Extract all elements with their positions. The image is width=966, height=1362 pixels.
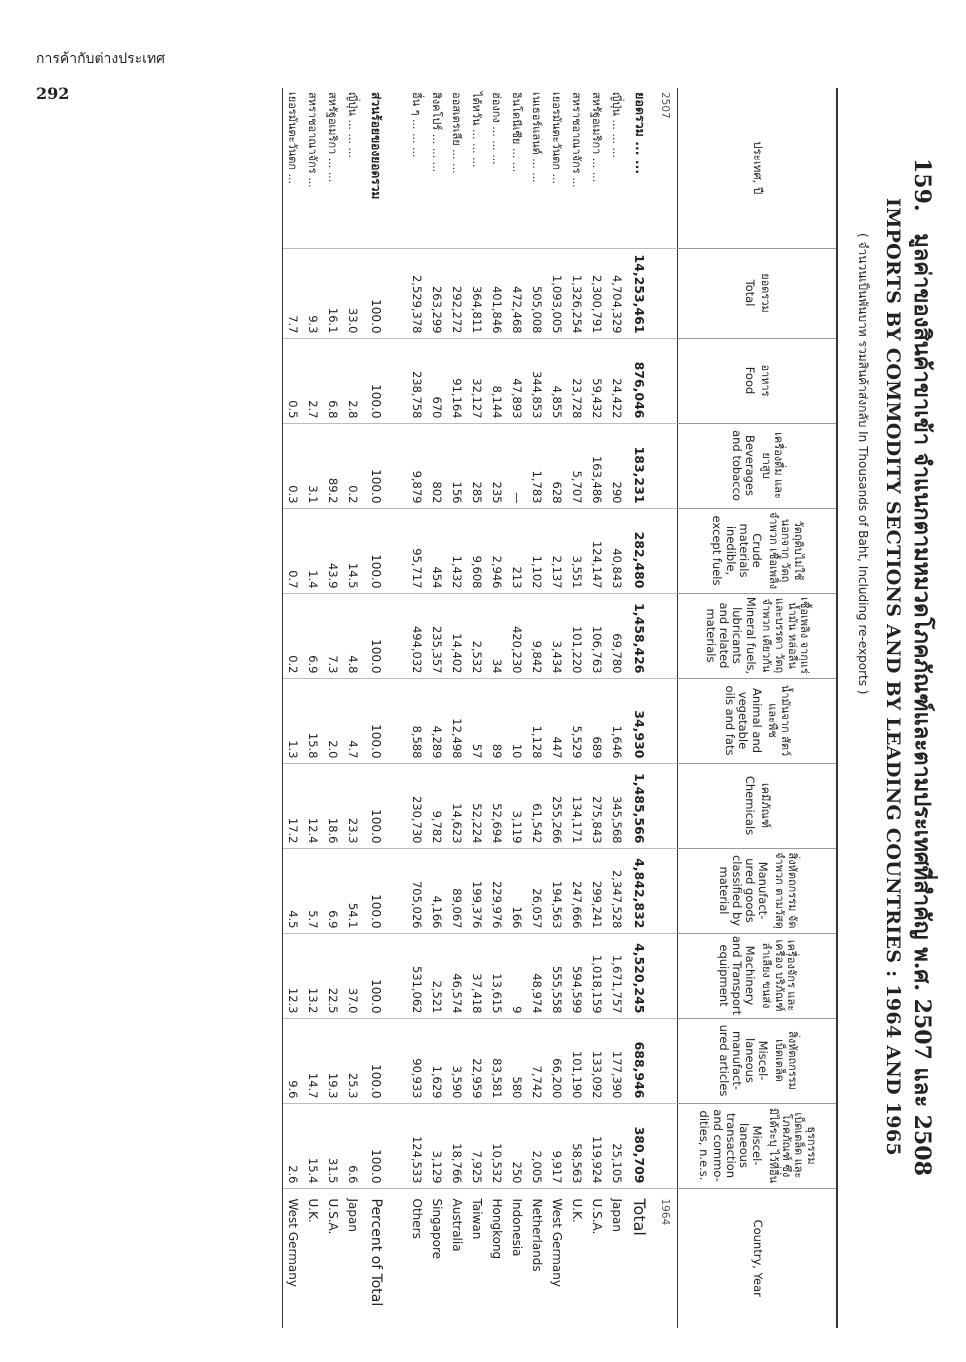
- cell-value: 17.2: [283, 763, 304, 848]
- cell-value: 37.0: [343, 933, 363, 1018]
- cell-value: 52,694: [487, 763, 507, 848]
- cell-value: 689: [587, 678, 607, 763]
- cell-value: [653, 248, 678, 338]
- cell-value: 100.0: [363, 423, 395, 508]
- row-label-english: U.S.A.: [323, 1188, 343, 1328]
- cell-value: 213: [507, 508, 527, 593]
- cell-value: 90,933: [407, 1018, 427, 1103]
- row-label-english: Percent of Total: [363, 1188, 395, 1328]
- cell-value: 100.0: [363, 848, 395, 933]
- cell-value: 100.0: [363, 593, 395, 678]
- cell-value: 43.9: [323, 508, 343, 593]
- row-label-thai: ยอดรวม ... ...: [633, 92, 648, 175]
- cell-value: 4,289: [427, 678, 447, 763]
- cell-value: 4,166: [427, 848, 447, 933]
- cell-value: 12,498: [447, 678, 467, 763]
- row-label-english: U.K.: [567, 1188, 587, 1328]
- cell-value: 1,629: [427, 1018, 447, 1103]
- year-row: [653, 88, 678, 1328]
- cell-value: 5,707: [567, 423, 587, 508]
- page-number: 292: [36, 84, 70, 103]
- row-label-english: Australia: [447, 1188, 467, 1328]
- col-fuels: เชื้อเพลิง จากแร่ น้ำมัน หล่อลื่น และบรรดา วัตถุจำพวก เดียวกัน Mineral fuels, lubricants and related materials: [678, 593, 838, 678]
- cell-value: 344,853: [527, 338, 547, 423]
- cell-value: 235: [487, 423, 507, 508]
- cell-value: —: [507, 423, 527, 508]
- cell-value: [653, 423, 678, 508]
- cell-value: 1,432: [447, 508, 467, 593]
- cell-value: 401,846: [487, 248, 507, 338]
- cell-value: 2,946: [487, 508, 507, 593]
- cell-value: [653, 1103, 678, 1188]
- cell-value: 247,666: [567, 848, 587, 933]
- cell-value: 3,129: [427, 1103, 447, 1188]
- cell-value: 2,347,528: [607, 848, 627, 933]
- cell-value: 2.6: [283, 1103, 304, 1188]
- cell-value: 69,780: [607, 593, 627, 678]
- cell-value: 1,485,566: [627, 763, 653, 848]
- cell-value: 292,272: [447, 248, 467, 338]
- rotated-table-sheet: [188, 88, 948, 1328]
- col-manufactured: สิ่งหัตถกรรม จัดจำพวก ตามวัสดุ Manufact-ured goods classified by material: [678, 848, 838, 933]
- row-label-thai: สหรัฐอเมริกา ... ...: [326, 92, 339, 183]
- cell-value: 25,105: [607, 1103, 627, 1188]
- cell-value: 10: [507, 678, 527, 763]
- row-label-thai: เนเธอร์แลนด์ ... ...: [530, 92, 543, 183]
- cell-value: 58,563: [567, 1103, 587, 1188]
- row-label-thai: 2507: [659, 92, 671, 119]
- cell-value: 6.9: [303, 593, 323, 678]
- header-row: [678, 88, 838, 1328]
- unit-note: ( จำนวนเป็นพันบาท รวมสินค้าส่งกลับ In Thousands of Baht, Including re-exports ): [856, 233, 870, 695]
- cell-value: 156: [447, 423, 467, 508]
- cell-value: 14,253,461: [627, 248, 653, 338]
- cell-value: 1,783: [527, 423, 547, 508]
- table-body: [283, 88, 678, 1328]
- cell-value: 89.2: [323, 423, 343, 508]
- cell-value: 505,008: [527, 248, 547, 338]
- spacer-row: [395, 88, 407, 1328]
- cell-value: 15.4: [303, 1103, 323, 1188]
- cell-value: 47,893: [507, 338, 527, 423]
- table-row: [427, 88, 447, 1328]
- cell-value: 6.6: [343, 1103, 363, 1188]
- row-label-english: Others: [407, 1188, 427, 1328]
- cell-value: [653, 763, 678, 848]
- cell-value: 31.5: [323, 1103, 343, 1188]
- cell-value: 14,623: [447, 763, 467, 848]
- cell-value: 7.3: [323, 593, 343, 678]
- row-label-english: Singapore: [427, 1188, 447, 1328]
- row-label-english: Netherlands: [527, 1188, 547, 1328]
- table-row: [447, 88, 467, 1328]
- row-label-english: Japan: [607, 1188, 627, 1328]
- cell-value: 61,542: [527, 763, 547, 848]
- cell-value: 12.3: [283, 933, 304, 1018]
- cell-value: 37,418: [467, 933, 487, 1018]
- cell-value: 1,326,254: [567, 248, 587, 338]
- cell-value: 531,062: [407, 933, 427, 1018]
- cell-value: 23.3: [343, 763, 363, 848]
- col-machinery: เครื่องจักร และเครื่อง บริภัณฑ์ ลำเลียง ขนส่ง Machinery and Transport equipment: [678, 933, 838, 1018]
- cell-value: 263,299: [427, 248, 447, 338]
- cell-value: 177,390: [607, 1018, 627, 1103]
- cell-value: [653, 593, 678, 678]
- cell-value: 134,171: [567, 763, 587, 848]
- cell-value: 255,266: [547, 763, 567, 848]
- cell-value: 100.0: [363, 763, 395, 848]
- cell-value: [653, 1018, 678, 1103]
- cell-value: 0.2: [343, 423, 363, 508]
- row-label-english: West Germany: [283, 1188, 304, 1328]
- row-label-thai: เยอรมันตะวันตก ...: [283, 88, 304, 248]
- cell-value: 106,763: [587, 593, 607, 678]
- row-label-english: U.S.A.: [587, 1188, 607, 1328]
- cell-value: 46,574: [447, 933, 467, 1018]
- row-label-thai: เยอรมันตะวันตก ...: [550, 92, 563, 185]
- table-row: [567, 88, 587, 1328]
- cell-value: 14.5: [343, 508, 363, 593]
- cell-value: 4.5: [283, 848, 304, 933]
- cell-value: 2,521: [427, 933, 447, 1018]
- cell-value: 628: [547, 423, 567, 508]
- cell-value: 1.4: [303, 508, 323, 593]
- cell-value: 9,842: [527, 593, 547, 678]
- percent-row: [303, 88, 323, 1328]
- row-label-thai: ฮ่องกง ... ... ...: [490, 92, 503, 165]
- cell-value: 34,930: [627, 678, 653, 763]
- cell-value: 183,231: [627, 423, 653, 508]
- table-row: [587, 88, 607, 1328]
- cell-value: 0.5: [283, 338, 304, 423]
- cell-value: 580: [507, 1018, 527, 1103]
- cell-value: 299,241: [587, 848, 607, 933]
- cell-value: 13.2: [303, 933, 323, 1018]
- cell-value: 101,220: [567, 593, 587, 678]
- cell-value: 1,102: [527, 508, 547, 593]
- cell-value: 10,532: [487, 1103, 507, 1188]
- cell-value: 25.3: [343, 1018, 363, 1103]
- table-number: 159.: [909, 158, 935, 212]
- cell-value: 59,432: [587, 338, 607, 423]
- percent-row: [323, 88, 343, 1328]
- cell-value: 19.3: [323, 1018, 343, 1103]
- table-row: [527, 88, 547, 1328]
- cell-value: 23,728: [567, 338, 587, 423]
- cell-value: 3,434: [547, 593, 567, 678]
- cell-value: 5,529: [567, 678, 587, 763]
- cell-value: 282,480: [627, 508, 653, 593]
- cell-value: 33.0: [343, 248, 363, 338]
- cell-value: 40,843: [607, 508, 627, 593]
- table-row: [407, 88, 427, 1328]
- col-misc-articles: สิ่งหัตถกรรม เบ็ดเตล็ด Miscel-laneous manufact-ured articles: [678, 1018, 838, 1103]
- title-thai-text: มูลค่าของสินค้าขาเข้า จำแนกตามหมวดโภคภัณฑ์และตามประเทศที่สำคัญ พ.ศ. 2507 และ 2508: [909, 233, 935, 1176]
- cell-value: 6.8: [323, 338, 343, 423]
- row-label-thai: ไต้หวัน ... ... ...: [470, 92, 483, 168]
- cell-value: 133,092: [587, 1018, 607, 1103]
- cell-value: 4.8: [343, 593, 363, 678]
- cell-value: 14,402: [447, 593, 467, 678]
- cell-value: 9.6: [283, 1018, 304, 1103]
- cell-value: 95,717: [407, 508, 427, 593]
- col-oils: น้ำมันจาก สัตว์และพืช Animal and vegetable oils and fats: [678, 678, 838, 763]
- cell-value: 4,842,832: [627, 848, 653, 933]
- cell-value: 18.6: [323, 763, 343, 848]
- table-row: [547, 88, 567, 1328]
- cell-value: 1,671,757: [607, 933, 627, 1018]
- cell-value: 166: [507, 848, 527, 933]
- cell-value: 4,520,245: [627, 933, 653, 1018]
- cell-value: 119,924: [587, 1103, 607, 1188]
- cell-value: 447: [547, 678, 567, 763]
- cell-value: 594,599: [567, 933, 587, 1018]
- col-beverages: เครื่องดื่ม และยาสูบ Beverages and tobacco: [678, 423, 838, 508]
- cell-value: 670: [427, 338, 447, 423]
- row-label-thai: สิงคโปร์ ... ... ...: [430, 92, 443, 173]
- cell-value: 7.7: [283, 248, 304, 338]
- cell-value: 16.1: [323, 248, 343, 338]
- row-label-thai: ญี่ปุ่น ... ... ...: [610, 92, 623, 158]
- cell-value: 15.8: [303, 678, 323, 763]
- row-label-thai: ญี่ปุ่น ... ... ...: [346, 92, 359, 158]
- cell-value: 57: [467, 678, 487, 763]
- cell-value: 3.1: [303, 423, 323, 508]
- cell-value: 100.0: [363, 248, 395, 338]
- cell-value: 9,917: [547, 1103, 567, 1188]
- cell-value: 2,005: [527, 1103, 547, 1188]
- cell-value: 380,709: [627, 1103, 653, 1188]
- cell-value: 238,758: [407, 338, 427, 423]
- col-food: อาหาร Food: [678, 338, 838, 423]
- row-label-english: Indonesia: [507, 1188, 527, 1328]
- col-crude: วัตถุดิบไม่ใช้ นอกจาก วัตถุจำพวก เชื้อเพลิง Crude materials inedible, except fuels: [678, 508, 838, 593]
- cell-value: 194,563: [547, 848, 567, 933]
- cell-value: 250: [507, 1103, 527, 1188]
- cell-value: 0.2: [283, 593, 304, 678]
- cell-value: 9,879: [407, 423, 427, 508]
- cell-value: 124,147: [587, 508, 607, 593]
- total-row: [627, 88, 653, 1328]
- cell-value: 32,127: [467, 338, 487, 423]
- row-label-english: Taiwan: [467, 1188, 487, 1328]
- cell-value: 8,144: [487, 338, 507, 423]
- cell-value: 2,300,791: [587, 248, 607, 338]
- cell-value: 89,067: [447, 848, 467, 933]
- cell-value: 18,766: [447, 1103, 467, 1188]
- cell-value: 4.7: [343, 678, 363, 763]
- percent-row: [283, 88, 304, 1328]
- cell-value: 54.1: [343, 848, 363, 933]
- cell-value: 3,551: [567, 508, 587, 593]
- cell-value: 876,046: [627, 338, 653, 423]
- cell-value: 9,608: [467, 508, 487, 593]
- row-label-thai: ออสเตรเลีย ... ...: [450, 92, 463, 174]
- row-label-thai: อื่น ๆ ... ... ...: [410, 92, 423, 158]
- table-row: [487, 88, 507, 1328]
- row-label-english: Total: [627, 1188, 653, 1328]
- col-total: ยอดรวม Total: [678, 248, 838, 338]
- col-chemicals: เคมีภัณฑ์ Chemicals: [678, 763, 838, 848]
- cell-value: [653, 338, 678, 423]
- cell-value: 5.7: [303, 848, 323, 933]
- cell-value: 9: [507, 933, 527, 1018]
- cell-value: 100.0: [363, 1103, 395, 1188]
- cell-value: 705,026: [407, 848, 427, 933]
- row-label-english: U.K.: [303, 1188, 323, 1328]
- cell-value: 100.0: [363, 508, 395, 593]
- col-country-english: Country, Year: [678, 1188, 838, 1328]
- col-country-thai: ประเทศ, ปี: [750, 141, 765, 195]
- cell-value: 100.0: [363, 338, 395, 423]
- running-head: การค้ากับต่างประเทศ: [36, 51, 166, 67]
- row-label-english: Japan: [343, 1188, 363, 1328]
- cell-value: 345,568: [607, 763, 627, 848]
- cell-value: 2.0: [323, 678, 343, 763]
- cell-value: 101,190: [567, 1018, 587, 1103]
- cell-value: 1,128: [527, 678, 547, 763]
- cell-value: 688,946: [627, 1018, 653, 1103]
- cell-value: 83,581: [487, 1018, 507, 1103]
- cell-value: 420,230: [507, 593, 527, 678]
- cell-value: 9,782: [427, 763, 447, 848]
- cell-value: 9.3: [303, 248, 323, 338]
- table-title-thai: [905, 158, 940, 1176]
- cell-value: 275,843: [587, 763, 607, 848]
- table-row: [507, 88, 527, 1328]
- cell-value: 1,458,426: [627, 593, 653, 678]
- cell-value: 4,855: [547, 338, 567, 423]
- cell-value: 100.0: [363, 678, 395, 763]
- cell-value: 1.3: [283, 678, 304, 763]
- cell-value: 91,164: [447, 338, 467, 423]
- cell-value: 199,376: [467, 848, 487, 933]
- imports-table: [282, 88, 838, 1328]
- row-label-english: West Germany: [547, 1188, 567, 1328]
- cell-value: 8,588: [407, 678, 427, 763]
- cell-value: [653, 508, 678, 593]
- cell-value: 1,093,005: [547, 248, 567, 338]
- cell-value: [653, 678, 678, 763]
- cell-value: 52,224: [467, 763, 487, 848]
- row-label-thai: สหราชอาณาจักร ...: [570, 92, 583, 188]
- cell-value: [653, 848, 678, 933]
- cell-value: 235,357: [427, 593, 447, 678]
- cell-value: 7,742: [527, 1018, 547, 1103]
- percent-total-row: [363, 88, 395, 1328]
- cell-value: 1,646: [607, 678, 627, 763]
- row-label-thai: อินโดนีเซีย ... ...: [510, 92, 523, 173]
- cell-value: 100.0: [363, 933, 395, 1018]
- cell-value: 3,590: [447, 1018, 467, 1103]
- cell-value: 163,486: [587, 423, 607, 508]
- row-label-thai: ส่วนร้อยของยอดรวม: [369, 92, 384, 200]
- cell-value: 290: [607, 423, 627, 508]
- cell-value: 12.4: [303, 763, 323, 848]
- cell-value: 66,200: [547, 1018, 567, 1103]
- cell-value: 6.9: [323, 848, 343, 933]
- cell-value: 802: [427, 423, 447, 508]
- cell-value: 26,057: [527, 848, 547, 933]
- cell-value: 2,137: [547, 508, 567, 593]
- cell-value: 124,533: [407, 1103, 427, 1188]
- cell-value: 472,468: [507, 248, 527, 338]
- cell-value: 2.7: [303, 338, 323, 423]
- cell-value: 364,811: [467, 248, 487, 338]
- percent-row: [343, 88, 363, 1328]
- row-label-thai: สหราชอาณาจักร ...: [306, 92, 319, 188]
- cell-value: 13,615: [487, 933, 507, 1018]
- table-row: [467, 88, 487, 1328]
- cell-value: 4,704,329: [607, 248, 627, 338]
- cell-value: 100.0: [363, 1018, 395, 1103]
- cell-value: 229,976: [487, 848, 507, 933]
- cell-value: [653, 933, 678, 1018]
- cell-value: 285: [467, 423, 487, 508]
- cell-value: 555,558: [547, 933, 567, 1018]
- cell-value: 48,974: [527, 933, 547, 1018]
- cell-value: 0.3: [283, 423, 304, 508]
- col-misc-transactions: ธุรกรรม เบ็ดเตล็ด และ โภคภัณฑ์ ซึ่งมิได้ระบุ ไว้ที่อื่น Miscel-laneous transaction and commo-dities, n.e.s.: [678, 1103, 838, 1188]
- row-label-english: 1964: [653, 1188, 678, 1328]
- cell-value: 454: [427, 508, 447, 593]
- cell-value: 494,032: [407, 593, 427, 678]
- cell-value: 24,422: [607, 338, 627, 423]
- cell-value: 14.7: [303, 1018, 323, 1103]
- cell-value: 22.5: [323, 933, 343, 1018]
- cell-value: 2,529,378: [407, 248, 427, 338]
- cell-value: 34: [487, 593, 507, 678]
- cell-value: 3,119: [507, 763, 527, 848]
- cell-value: 0.7: [283, 508, 304, 593]
- cell-value: 89: [487, 678, 507, 763]
- cell-value: 1,018,159: [587, 933, 607, 1018]
- row-label-thai: สหรัฐอเมริกา ... ...: [590, 92, 603, 183]
- cell-value: 230,730: [407, 763, 427, 848]
- cell-value: 7,925: [467, 1103, 487, 1188]
- cell-value: 2.8: [343, 338, 363, 423]
- cell-value: 22,959: [467, 1018, 487, 1103]
- table-row: [607, 88, 627, 1328]
- row-label-english: Hongkong: [487, 1188, 507, 1328]
- table-title-english: IMPORTS BY COMMODITY SECTIONS AND BY LEADING COUNTRIES : 1964 AND 1965: [882, 198, 904, 1156]
- cell-value: 2,532: [467, 593, 487, 678]
